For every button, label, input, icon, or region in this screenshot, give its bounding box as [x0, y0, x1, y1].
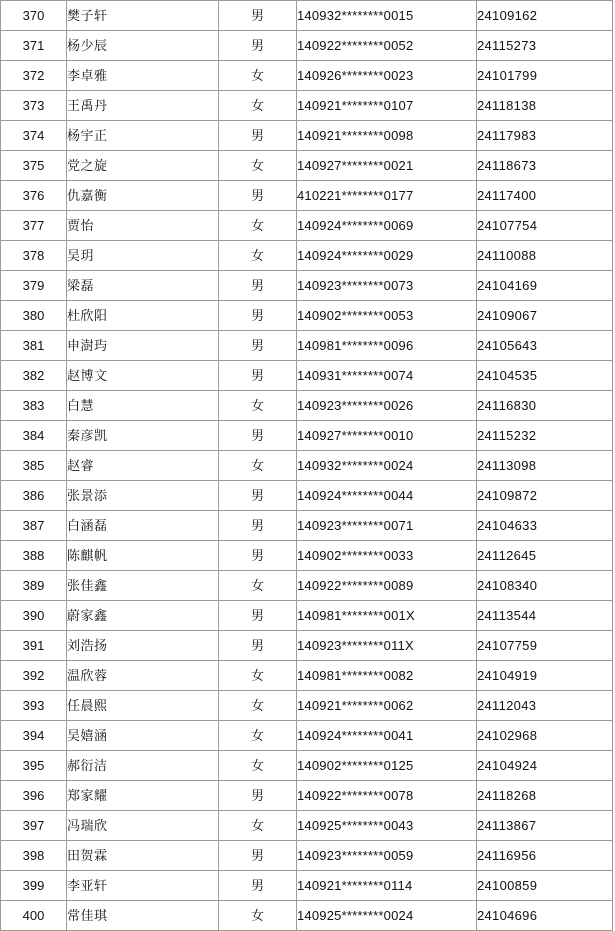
row-id-number: 140927********0021 — [297, 151, 477, 181]
row-exam-number: 24109872 — [477, 481, 613, 511]
row-id-number: 140922********0089 — [297, 571, 477, 601]
row-id-number: 140921********0062 — [297, 691, 477, 721]
row-sex: 男 — [219, 271, 297, 301]
row-index: 387 — [1, 511, 67, 541]
row-id-number: 140921********0107 — [297, 91, 477, 121]
row-name: 王禹丹 — [67, 91, 219, 121]
table-row — [1, 121, 613, 151]
table-row — [1, 781, 613, 811]
row-id-number: 140924********0029 — [297, 241, 477, 271]
table-row — [1, 601, 613, 631]
row-exam-number: 24104169 — [477, 271, 613, 301]
row-id-number: 140902********0033 — [297, 541, 477, 571]
row-index: 384 — [1, 421, 67, 451]
row-name: 郑家耀 — [67, 781, 219, 811]
row-sex: 女 — [219, 661, 297, 691]
row-name: 白涵磊 — [67, 511, 219, 541]
row-index: 390 — [1, 601, 67, 631]
row-index: 388 — [1, 541, 67, 571]
row-exam-number: 24109067 — [477, 301, 613, 331]
row-id-number: 140981********0096 — [297, 331, 477, 361]
row-index: 398 — [1, 841, 67, 871]
table-row — [1, 481, 613, 511]
row-exam-number: 24115273 — [477, 31, 613, 61]
row-exam-number: 24116956 — [477, 841, 613, 871]
row-index: 394 — [1, 721, 67, 751]
row-exam-number: 24104696 — [477, 901, 613, 931]
row-exam-number: 24107754 — [477, 211, 613, 241]
row-index: 400 — [1, 901, 67, 931]
row-exam-number: 24118673 — [477, 151, 613, 181]
row-exam-number: 24117400 — [477, 181, 613, 211]
row-name: 白慧 — [67, 391, 219, 421]
table-row — [1, 871, 613, 901]
row-sex: 男 — [219, 871, 297, 901]
row-id-number: 140981********0082 — [297, 661, 477, 691]
table-row — [1, 661, 613, 691]
row-sex: 男 — [219, 511, 297, 541]
row-id-number: 140927********0010 — [297, 421, 477, 451]
row-id-number: 140923********0071 — [297, 511, 477, 541]
table-row — [1, 571, 613, 601]
row-sex: 女 — [219, 211, 297, 241]
row-name: 赵博文 — [67, 361, 219, 391]
row-exam-number: 24112645 — [477, 541, 613, 571]
row-id-number: 140923********011X — [297, 631, 477, 661]
row-id-number: 140924********0041 — [297, 721, 477, 751]
row-name: 常佳琪 — [67, 901, 219, 931]
row-sex: 女 — [219, 811, 297, 841]
row-name: 党之旋 — [67, 151, 219, 181]
table-row — [1, 811, 613, 841]
row-exam-number: 24110088 — [477, 241, 613, 271]
row-index: 399 — [1, 871, 67, 901]
row-index: 392 — [1, 661, 67, 691]
row-sex: 男 — [219, 421, 297, 451]
row-id-number: 140923********0073 — [297, 271, 477, 301]
row-index: 393 — [1, 691, 67, 721]
row-exam-number: 24104633 — [477, 511, 613, 541]
row-exam-number: 24108340 — [477, 571, 613, 601]
row-name: 吴玥 — [67, 241, 219, 271]
row-exam-number: 24101799 — [477, 61, 613, 91]
table-row — [1, 451, 613, 481]
row-index: 371 — [1, 31, 67, 61]
row-index: 386 — [1, 481, 67, 511]
row-index: 376 — [1, 181, 67, 211]
row-index: 370 — [1, 1, 67, 31]
row-sex: 女 — [219, 451, 297, 481]
row-id-number: 140902********0053 — [297, 301, 477, 331]
table-row — [1, 31, 613, 61]
table-row — [1, 361, 613, 391]
table-row — [1, 211, 613, 241]
row-index: 374 — [1, 121, 67, 151]
row-name: 任晨熙 — [67, 691, 219, 721]
row-id-number: 140922********0078 — [297, 781, 477, 811]
row-index: 381 — [1, 331, 67, 361]
row-sex: 女 — [219, 151, 297, 181]
row-id-number: 140922********0052 — [297, 31, 477, 61]
row-id-number: 410221********0177 — [297, 181, 477, 211]
row-index: 389 — [1, 571, 67, 601]
table-row — [1, 691, 613, 721]
row-sex: 男 — [219, 631, 297, 661]
roster-table-body — [1, 1, 613, 931]
table-row — [1, 901, 613, 931]
row-id-number: 140924********0069 — [297, 211, 477, 241]
row-exam-number: 24113544 — [477, 601, 613, 631]
row-index: 395 — [1, 751, 67, 781]
row-name: 梁磊 — [67, 271, 219, 301]
row-sex: 女 — [219, 691, 297, 721]
row-id-number: 140923********0059 — [297, 841, 477, 871]
row-exam-number: 24115232 — [477, 421, 613, 451]
table-row — [1, 721, 613, 751]
table-row — [1, 61, 613, 91]
row-name: 樊子轩 — [67, 1, 219, 31]
row-exam-number: 24104924 — [477, 751, 613, 781]
row-id-number: 140902********0125 — [297, 751, 477, 781]
row-index: 379 — [1, 271, 67, 301]
row-name: 李卓雅 — [67, 61, 219, 91]
row-index: 382 — [1, 361, 67, 391]
row-index: 397 — [1, 811, 67, 841]
row-exam-number: 24102968 — [477, 721, 613, 751]
row-index: 391 — [1, 631, 67, 661]
row-id-number: 140924********0044 — [297, 481, 477, 511]
row-exam-number: 24105643 — [477, 331, 613, 361]
row-id-number: 140925********0024 — [297, 901, 477, 931]
row-sex: 女 — [219, 751, 297, 781]
row-sex: 男 — [219, 781, 297, 811]
row-name: 陈麒帆 — [67, 541, 219, 571]
row-name: 田贺霖 — [67, 841, 219, 871]
table-row — [1, 271, 613, 301]
row-name: 杨少辰 — [67, 31, 219, 61]
row-name: 刘浩扬 — [67, 631, 219, 661]
row-index: 380 — [1, 301, 67, 331]
row-name: 张佳鑫 — [67, 571, 219, 601]
table-row — [1, 391, 613, 421]
row-exam-number: 24118138 — [477, 91, 613, 121]
row-sex: 男 — [219, 31, 297, 61]
row-name: 冯瑞欣 — [67, 811, 219, 841]
row-exam-number: 24118268 — [477, 781, 613, 811]
row-name: 秦彦凯 — [67, 421, 219, 451]
row-sex: 男 — [219, 361, 297, 391]
row-sex: 女 — [219, 61, 297, 91]
row-index: 373 — [1, 91, 67, 121]
row-name: 郝衍洁 — [67, 751, 219, 781]
row-index: 396 — [1, 781, 67, 811]
row-id-number: 140921********0098 — [297, 121, 477, 151]
row-index: 385 — [1, 451, 67, 481]
row-sex: 男 — [219, 481, 297, 511]
row-index: 375 — [1, 151, 67, 181]
row-exam-number: 24112043 — [477, 691, 613, 721]
row-id-number: 140981********001X — [297, 601, 477, 631]
row-exam-number: 24117983 — [477, 121, 613, 151]
row-sex: 男 — [219, 841, 297, 871]
row-id-number: 140932********0024 — [297, 451, 477, 481]
table-row — [1, 841, 613, 871]
table-row — [1, 301, 613, 331]
row-exam-number: 24113867 — [477, 811, 613, 841]
table-row — [1, 181, 613, 211]
row-sex: 女 — [219, 721, 297, 751]
table-row — [1, 1, 613, 31]
row-id-number: 140932********0015 — [297, 1, 477, 31]
row-name: 仇嘉衡 — [67, 181, 219, 211]
table-row — [1, 331, 613, 361]
row-exam-number: 24104919 — [477, 661, 613, 691]
row-name: 杨宇正 — [67, 121, 219, 151]
row-sex: 男 — [219, 601, 297, 631]
row-name: 杜欣阳 — [67, 301, 219, 331]
table-row — [1, 631, 613, 661]
row-exam-number: 24107759 — [477, 631, 613, 661]
row-name: 吴嬉涵 — [67, 721, 219, 751]
row-name: 赵睿 — [67, 451, 219, 481]
row-exam-number: 24113098 — [477, 451, 613, 481]
table-row — [1, 91, 613, 121]
row-id-number: 140926********0023 — [297, 61, 477, 91]
table-row — [1, 151, 613, 181]
row-name: 张景添 — [67, 481, 219, 511]
row-exam-number: 24116830 — [477, 391, 613, 421]
row-sex: 女 — [219, 91, 297, 121]
row-sex: 男 — [219, 181, 297, 211]
row-name: 温欣蓉 — [67, 661, 219, 691]
row-exam-number: 24109162 — [477, 1, 613, 31]
table-row — [1, 511, 613, 541]
row-sex: 女 — [219, 901, 297, 931]
row-name: 申澍玙 — [67, 331, 219, 361]
row-name: 蔚家鑫 — [67, 601, 219, 631]
row-sex: 女 — [219, 391, 297, 421]
table-row — [1, 421, 613, 451]
row-exam-number: 24104535 — [477, 361, 613, 391]
row-index: 378 — [1, 241, 67, 271]
row-sex: 男 — [219, 1, 297, 31]
table-row — [1, 241, 613, 271]
row-id-number: 140931********0074 — [297, 361, 477, 391]
row-sex: 男 — [219, 541, 297, 571]
table-row — [1, 751, 613, 781]
row-sex: 男 — [219, 331, 297, 361]
row-index: 383 — [1, 391, 67, 421]
row-id-number: 140923********0026 — [297, 391, 477, 421]
row-index: 377 — [1, 211, 67, 241]
row-id-number: 140925********0043 — [297, 811, 477, 841]
row-sex: 男 — [219, 121, 297, 151]
row-name: 贾怡 — [67, 211, 219, 241]
row-id-number: 140921********0114 — [297, 871, 477, 901]
row-index: 372 — [1, 61, 67, 91]
row-exam-number: 24100859 — [477, 871, 613, 901]
row-sex: 女 — [219, 241, 297, 271]
row-sex: 女 — [219, 571, 297, 601]
row-name: 李亚轩 — [67, 871, 219, 901]
table-row — [1, 541, 613, 571]
row-sex: 男 — [219, 301, 297, 331]
